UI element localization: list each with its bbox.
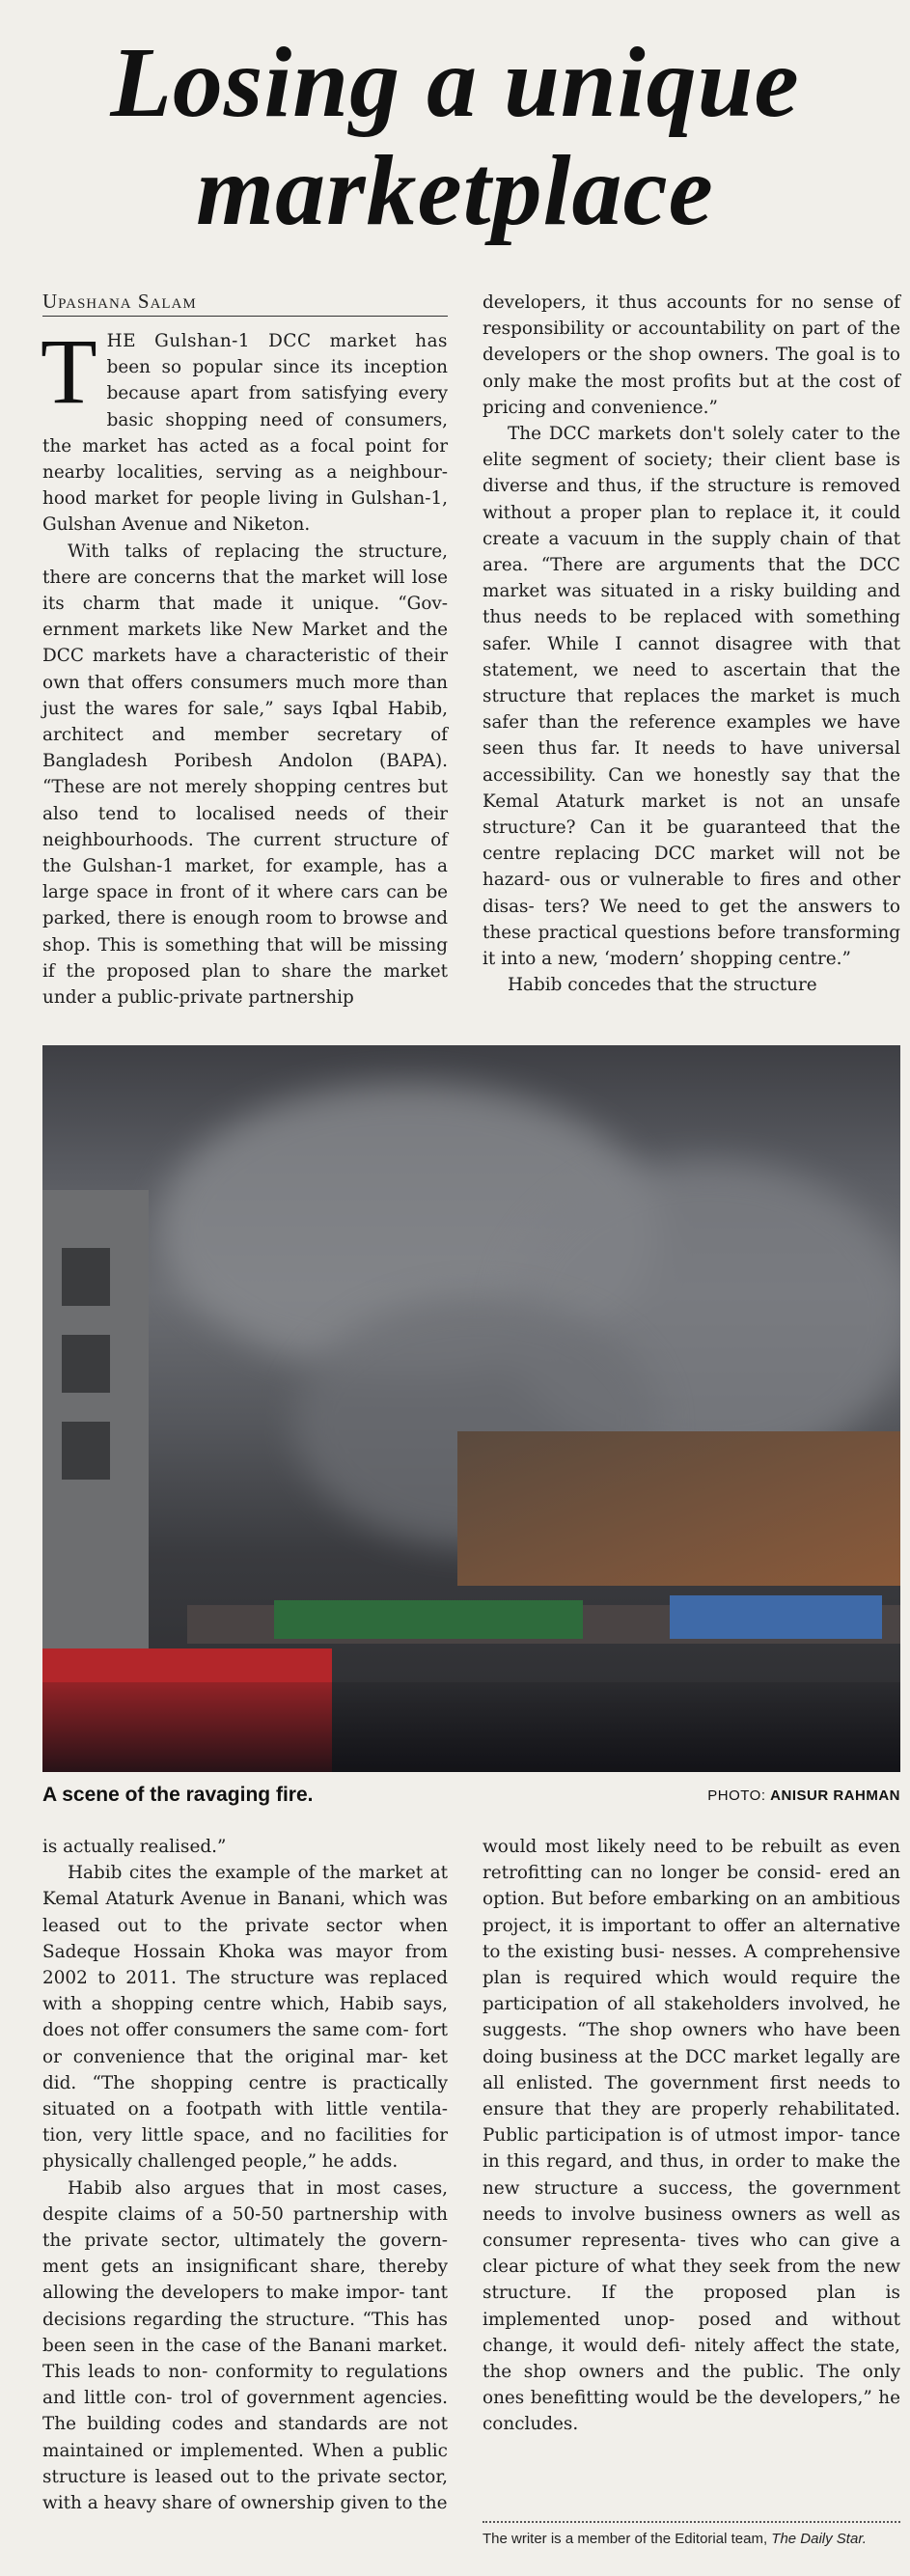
author-byline: Upashana Salam <box>42 290 197 313</box>
credit-name: ANISUR RAHMAN <box>770 1787 900 1804</box>
photo-caption: A scene of the ravaging fire. <box>42 1784 314 1806</box>
fire-photo <box>42 1045 900 1772</box>
paragraph: is actually realised.” <box>42 1837 227 1857</box>
byline-rule <box>42 316 448 317</box>
credit-label: PHOTO: <box>707 1787 766 1804</box>
author-footnote <box>483 2529 900 2550</box>
footnote-publication: The Daily Star. <box>771 2531 867 2547</box>
footnote-text: The writer is a member of the Editorial team, <box>483 2531 768 2547</box>
article-headline <box>0 29 910 245</box>
paragraph-intro <box>41 319 448 539</box>
drop-cap: T <box>41 319 97 423</box>
column-bottom-right <box>483 1834 900 2438</box>
column-top-right <box>483 290 900 998</box>
intro-rest: been so popular since its inception because apart from satisfying every basic shopping need of consumers, the market has acted as a focal point for nearby localities, serving as a neighbour- hood market for people living in Gulshan-1, Gulshan Avenue and Niketon. <box>42 357 448 536</box>
paragraph: The DCC markets don't solely cater to the elite segment of society; their client base is diverse and thus, if the structure is removed without a proper plan to replace it, it could create a vacuum in the supply chain of that area. “There are arguments that the DCC market was situated in a risky building and thus needs to be replaced with something safer. While I cannot disagree with that statement, we need to ascertain that the structure that replaces the market is much safer than the reference examples we have seen thus far. It needs to have universal accessibility. Can we honestly say that the Kemal Ataturk market is not an unsafe structure? Can it be guaranteed that the centre replacing DCC market will not be hazard- ous or vulnerable to fires and other disas- ters? We need to get the answers to these practical questions before transforming it into a new, ‘modern’ shopping centre.” <box>483 424 900 970</box>
banner <box>670 1595 882 1639</box>
lead-in-text: HE Gulshan-1 DCC market has <box>106 331 448 351</box>
column-top-left <box>41 319 448 1011</box>
column-bottom-left <box>42 1834 448 2516</box>
paragraph: Habib also argues that in most cases, despite claims of a 50-50 partnership with the private sector, ultimately the govern- ment gets an insignificant share, thereby allowing the developers to make impor- tant decisions regarding the structure. “This has been seen in the case of the Banani market. This leads to non- conformity to regulations and little con- trol of government agencies. The building codes and standards are not maintained or implemented. When a public structure is leased out to the private sector, with a heavy share of ownership given to the <box>42 2177 448 2514</box>
paragraph: developers, it thus accounts for no sense of responsibility or accountability on part of the developers or the shop owners. The goal is to only make the most profits but at the cost of pricing and convenience.” <box>483 292 900 418</box>
banner <box>274 1600 583 1639</box>
paragraph: With talks of replacing the structure, there are concerns that the market will lose its charm that made it unique. “Gov- ernment markets like New Market and the DCC markets have a characteristic of their own that offers consumers much more than just the wares for sale,” says Iqbal Habib, architect and member secretary of Bangladesh Poribesh Andolon (BAPA). “These are not merely shopping centres but also tend to localised needs of their neighbourhoods. The current structure of the Gulshan-1 market, for example, has a large space in front of it where cars can be parked, there is enough room to browse and shop. This is something that will be missing if the proposed plan to share the market under a public-private partnership <box>42 540 448 1009</box>
market-structure <box>457 1431 900 1586</box>
headline-line-2: marketplace <box>196 135 714 246</box>
paragraph: Habib concedes that the structure <box>508 975 817 996</box>
headline-line-1: Losing a unique <box>110 27 800 138</box>
footnote-divider <box>483 2521 900 2523</box>
paragraph: Habib cites the example of the market at Kemal Ataturk Avenue in Banani, which was leased out to the private sector when Sadeque Hossain Khoka was mayor from 2002 to 2011. The structure was replaced with a shopping centre which, Habib says, does not offer consumers the same com- fort or convenience that the original mar- ket did. “The shopping centre is practically situated on a footpath with little ventila- tion, very little space, and no facilities for physically challenged people,” he adds. <box>42 1863 448 2173</box>
crowd <box>42 1682 900 1772</box>
photo-credit <box>707 1787 900 1804</box>
paragraph: would most likely need to be rebuilt as even retrofitting can no longer be consid- ered an option. But before embarking on an ambitious project, it is important to offer an alternative to the existing busi- nesses. A comprehensive plan is required which would require the participation of all stakeholders involved, he suggests. “The shop owners who have been doing business at the DCC market legally are all enlisted. The government first needs to ensure that they are properly rehabilitated. Public participation is of utmost impor- tance in this regard, and thus, in order to make the new structure a success, the government needs to involve business owners as well as consumer representa- tives who can give a clear picture of what they seek from the new structure. If the proposed plan is implemented unop- posed and without change, it would defi- nitely affect the state, the shop owners and the public. The only ones benefitting would be the developers,” he concludes. <box>483 1837 900 2435</box>
